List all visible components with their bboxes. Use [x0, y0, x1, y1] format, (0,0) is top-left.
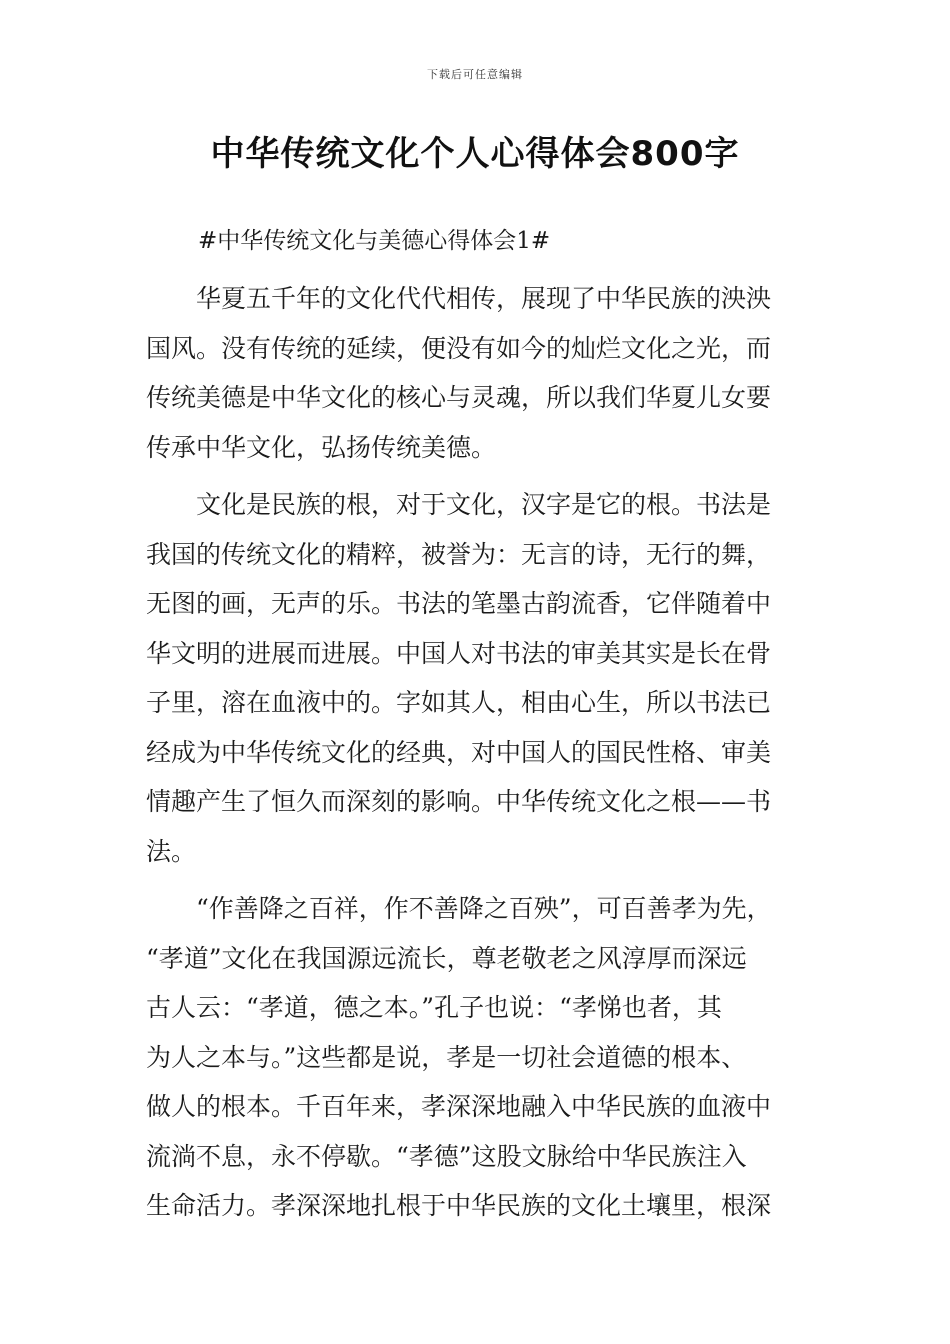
header-note: 下载后可任意编辑	[427, 68, 523, 81]
text-line: 情趣产生了恒久而深刻的影响。中华传统文化之根——书	[146, 787, 772, 816]
text-line: 做人的根本。千百年来，孝深深地融入中华民族的血液中	[146, 1092, 772, 1121]
text-line: 我国的传统文化的精粹，被誉为：无言的诗，无行的舞，	[146, 539, 772, 569]
text-line: 传承中华文化，弘扬传统美德。	[146, 432, 497, 462]
paragraph-1	[146, 274, 806, 472]
text-line: 经成为中华传统文化的经典，对中国人的国民性格、审美	[146, 737, 772, 767]
text-line: 子里，溶在血液中的。字如其人，相由心生，所以书法已	[146, 688, 772, 717]
text-line: 华夏五千年的文化代代相传，展现了中华民族的泱泱	[196, 284, 772, 313]
text-line: 为人之本与。”这些都是说，孝是一切社会道德的根本、	[146, 1042, 747, 1072]
text-line: “孝道”文化在我国源远流长，尊老敬老之风淳厚而深远	[146, 943, 747, 973]
document-body	[146, 226, 806, 1239]
text-line: 生命活力。孝深深地扎根于中华民族的文化土壤里，根深	[146, 1191, 772, 1220]
text-line: 无图的画，无声的乐。书法的笔墨古韵流香，它伴随着中	[146, 589, 772, 618]
paragraph-2	[146, 480, 806, 876]
paragraph-3	[146, 884, 806, 1231]
text-line: 国风。没有传统的延续，便没有如今的灿烂文化之光，而	[146, 333, 772, 363]
text-line: 传统美德是中华文化的核心与灵魂，所以我们华夏儿女要	[146, 383, 772, 412]
text-line: 流淌不息，永不停歇。“孝德”这股文脉给中华民族注入	[146, 1141, 747, 1171]
text-line: 法。	[146, 836, 197, 866]
text-line: “作善降之百祥，作不善降之百殃”，可百善孝为先，	[196, 894, 772, 923]
text-line: 华文明的进展而进展。中国人对书法的审美其实是长在骨	[146, 638, 772, 668]
text-line: 文化是民族的根，对于文化，汉字是它的根。书法是	[196, 490, 772, 519]
text-line: 古人云：“孝道，德之本。”孔子也说：“孝悌也者，其	[146, 993, 722, 1022]
document-title: 中华传统文化个人心得体会800字	[210, 134, 740, 174]
section-subtitle: #中华传统文化与美德心得体会1#	[198, 228, 551, 254]
